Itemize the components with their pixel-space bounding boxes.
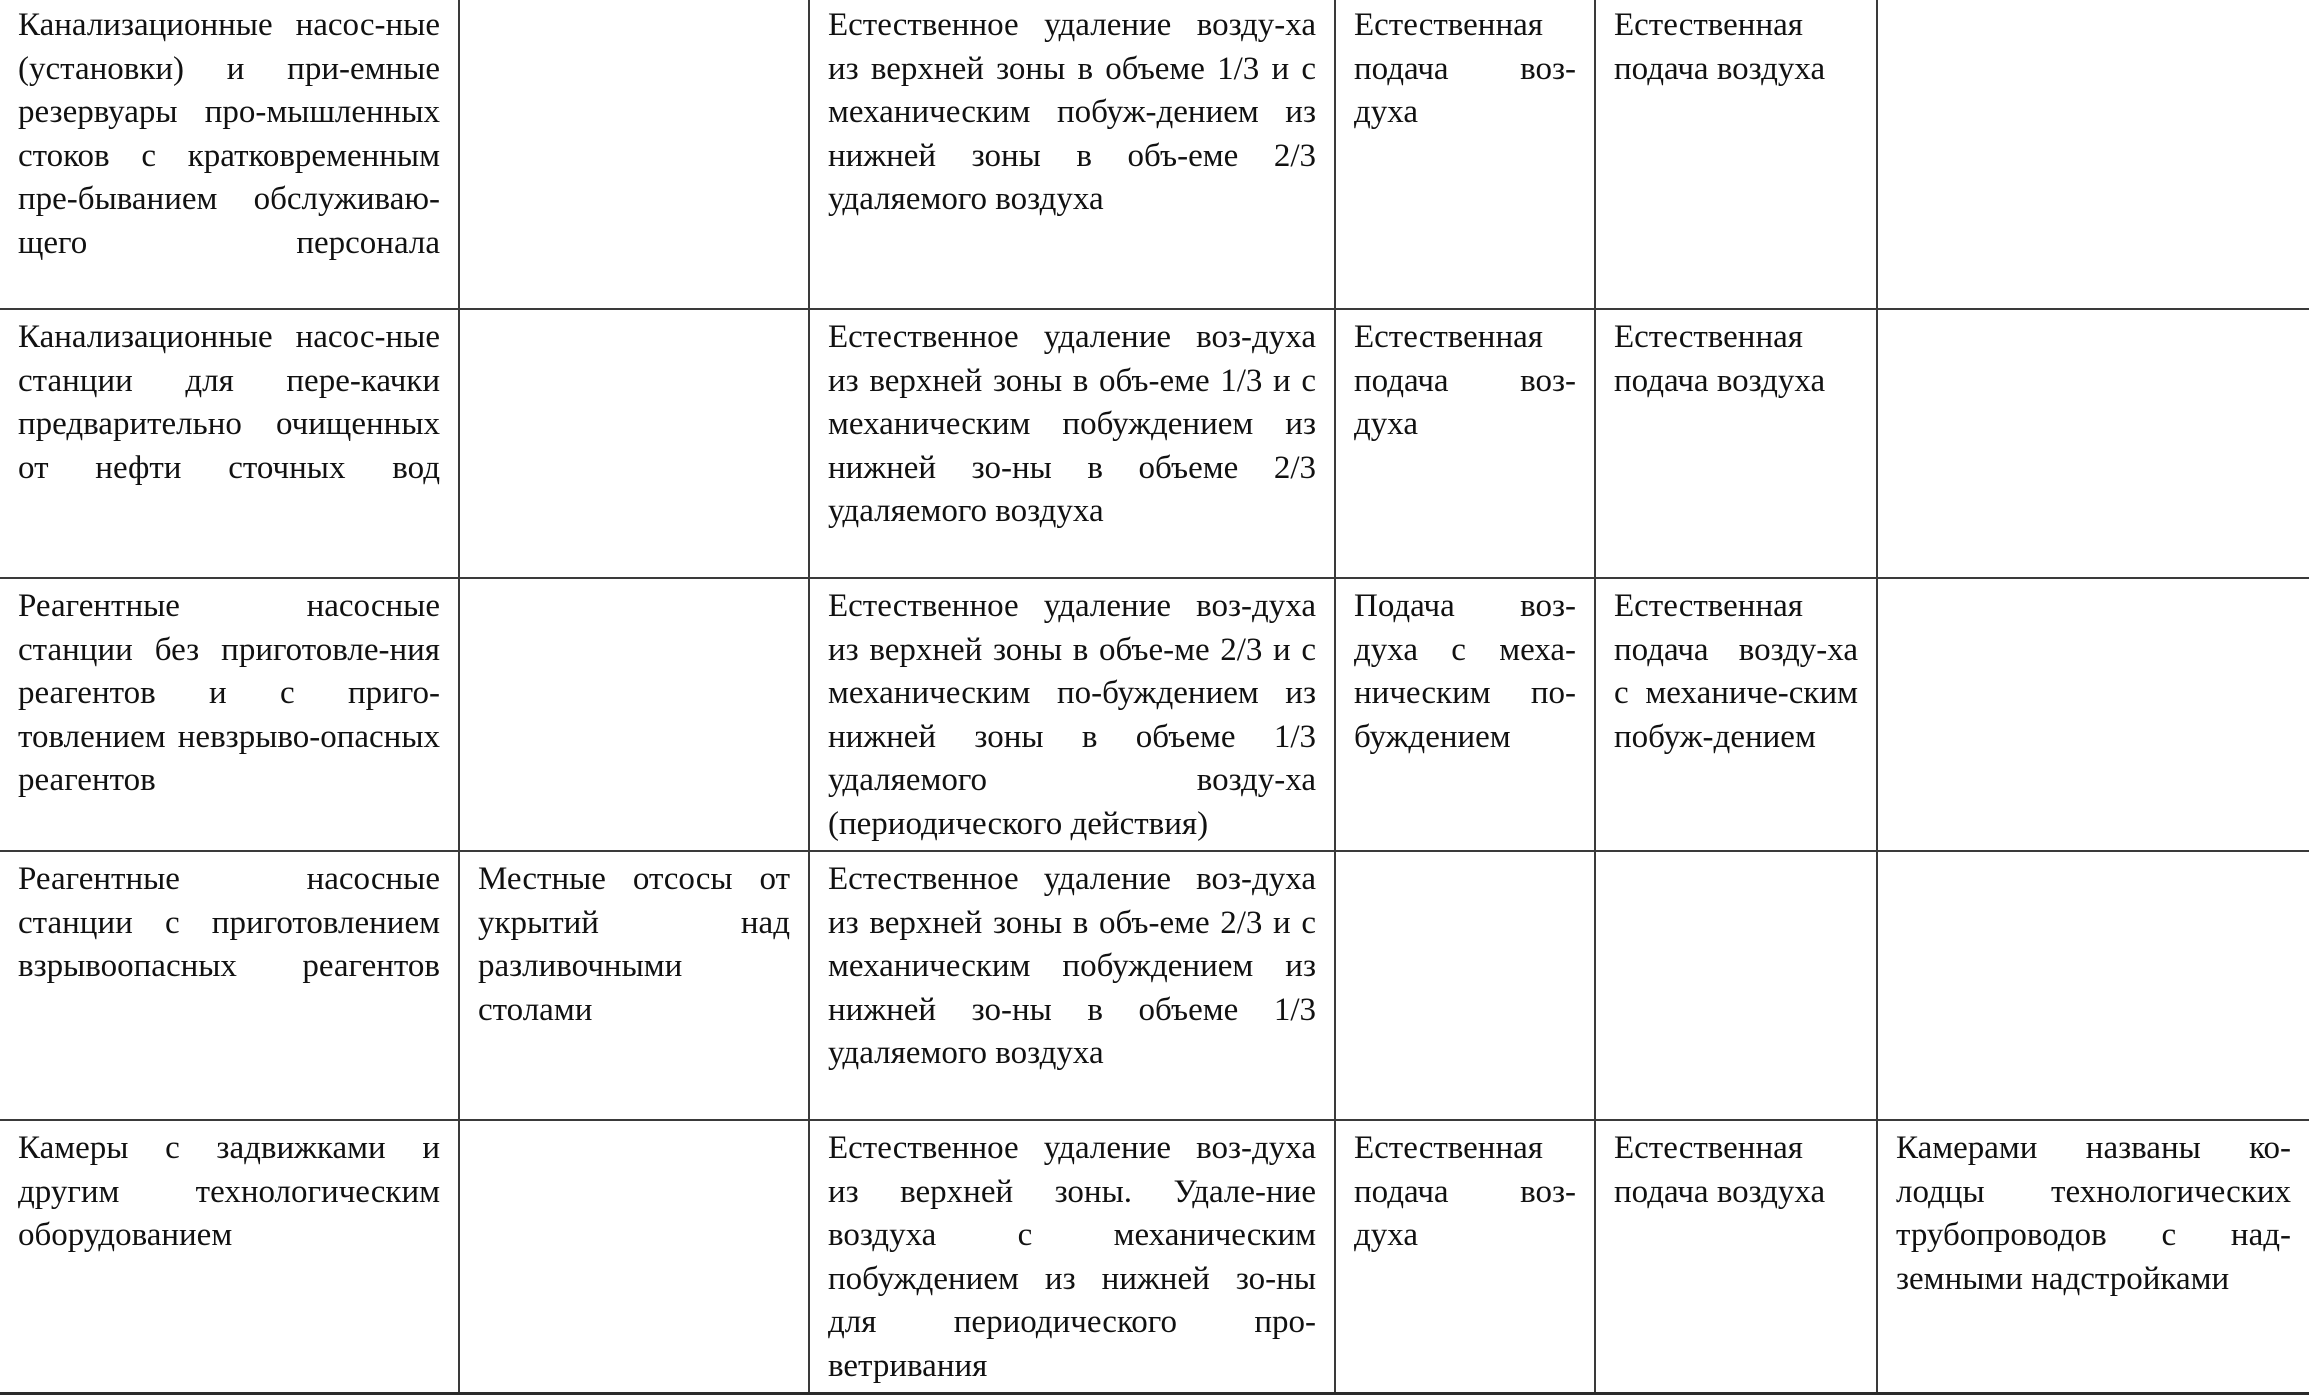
- cell-premises: Реагентные насосные станции с приготовлением взрывоопасных реагентов: [0, 851, 459, 1120]
- cell-premises: Камеры с задвижками и другим технологическим оборудованием: [0, 1120, 459, 1394]
- cell-local-exhaust: [459, 1120, 809, 1394]
- table-row: [0, 309, 2309, 578]
- cell-local-exhaust: [459, 578, 809, 851]
- table-row: [0, 851, 2309, 1120]
- cell-exhaust: Естественное удаление воз-духа из верхней зоны. Удале-ние воздуха с механическим побуждением из нижней зо-ны для периодического про-ветривания: [809, 1120, 1335, 1394]
- cell-exhaust: Естественное удаление воз-духа из верхней зоны в объ-еме 1/3 и с механическим побуждением из нижней зо-ны в объеме 2/3 удаляемого воздуха: [809, 309, 1335, 578]
- cell-supply-b: Естественная подача возду-ха с механиче-ским побуж-дением: [1595, 578, 1877, 851]
- cell-local-exhaust: [459, 309, 809, 578]
- cell-supply-a: Естественная подача воз-духа: [1335, 0, 1595, 309]
- cell-note: [1877, 0, 2309, 309]
- cell-note: [1877, 309, 2309, 578]
- cell-premises: Канализационные насос-ные станции для пере-качки предварительно очищенных от нефти сточных вод: [0, 309, 459, 578]
- cell-exhaust: Естественное удаление воз-духа из верхней зоны в объе-ме 2/3 и с механическим по-буждением из нижней зоны в объеме 1/3 удаляемого возду-ха (периодического действия): [809, 578, 1335, 851]
- cell-note: [1877, 851, 2309, 1120]
- cell-premises: Реагентные насосные станции без приготовле-ния реагентов и с приго-товлением невзрыво-опасных реагентов: [0, 578, 459, 851]
- cell-exhaust: Естественное удаление возду-ха из верхней зоны в объеме 1/3 и с механическим побуж-дением из нижней зоны в объ-еме 2/3 удаляемого воздуха: [809, 0, 1335, 309]
- cell-supply-a: Естественная подача воз-духа: [1335, 309, 1595, 578]
- cell-supply-b: [1595, 851, 1877, 1120]
- table-row: [0, 578, 2309, 851]
- cell-supply-b: Естественная подача воздуха: [1595, 309, 1877, 578]
- cell-exhaust: Естественное удаление воз-духа из верхней зоны в объ-еме 2/3 и с механическим побуждением из нижней зо-ны в объеме 1/3 удаляемого воздуха: [809, 851, 1335, 1120]
- table-row: [0, 1120, 2309, 1394]
- cell-supply-a: [1335, 851, 1595, 1120]
- cell-supply-a: Естественная подача воз-духа: [1335, 1120, 1595, 1394]
- cell-premises: Канализационные насос-ные (установки) и при-емные резервуары про-мышленных стоков с кратковременным пре-быванием обслуживаю-щего персонала: [0, 0, 459, 309]
- cell-supply-b: Естественная подача воздуха: [1595, 1120, 1877, 1394]
- cell-supply-b: Естественная подача воздуха: [1595, 0, 1877, 309]
- cell-note: [1877, 578, 2309, 851]
- cell-local-exhaust: [459, 0, 809, 309]
- cell-local-exhaust: Местные отсосы от укрытий над разливочными столами: [459, 851, 809, 1120]
- cell-note: Камерами названы ко-лодцы технологических трубопроводов с над-земными надстройками: [1877, 1120, 2309, 1394]
- table-row: [0, 0, 2309, 309]
- cell-supply-a: Подача воз-духа с меха-ническим по-буждением: [1335, 578, 1595, 851]
